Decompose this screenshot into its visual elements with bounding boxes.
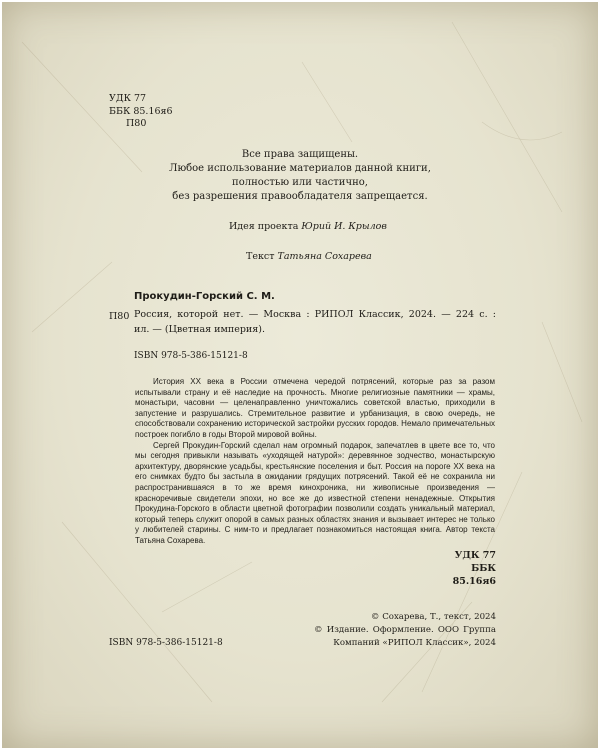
bib-line: Россия, которой нет. — Москва : РИПОЛ Классик, 2024. — 224 с. : (134, 309, 496, 320)
copyright-line: Компаний «РИПОЛ Классик», 2024 (333, 638, 496, 648)
isbn-bottom: ISBN 978-5-386-15121-8 (109, 638, 223, 648)
copyright-line: © Издание. Оформление. ООО Группа (314, 625, 496, 635)
classification-block (109, 93, 173, 131)
rights-line: полностью или частично, (232, 177, 368, 188)
author-mark: П80 (126, 118, 147, 129)
copyright-page (2, 2, 598, 748)
text-label: Текст (246, 251, 275, 262)
annotation (135, 377, 495, 547)
rights-line: без разрешения правообладателя запрещается. (172, 191, 428, 202)
paper-texture (2, 2, 598, 748)
rights-notice (2, 148, 598, 204)
bib-author-mark: П80 (109, 311, 130, 322)
udk-code: УДК 77 (109, 93, 147, 104)
copyright-block (314, 611, 496, 650)
idea-label: Идея проекта (229, 221, 299, 232)
idea-person: Юрий И. Крылов (301, 221, 387, 232)
bibliographic-description (134, 307, 496, 337)
idea-credit (229, 221, 387, 233)
annotation-paragraph: Сергей Прокудин-Горский сделал нам огромный подарок, запечатлев в цвете все то, что мы сегодня привыкли называть «уходящей натурой»: деревянное зодчество, монастырскую архитектуру, дворянские усадьбы, крестьянские поселения и быт. Россия на пороге XX века на его снимках будто бы застыла в ожидании грядущих потрясений. Такой её не сохранила ни распространившаяся в то же время кинохроника, ни живописные произведения — красноречивые свидетели эпохи, но все же до известной степени ненадежные. Открытия Прокудина-Горского в области цветной фотографии позволили создать уникальный материал, который теперь служит опорой в самых разных областях знания и вызывает интерес не только у любителей старины. С ним-то и предлагает познакомиться настоящая книга. Автор текста Татьяна Сохарева. (135, 440, 495, 545)
rights-line: Все права защищены. (241, 149, 359, 160)
text-credit (246, 251, 372, 263)
classification-repeat (438, 549, 496, 588)
rights-line: Любое использование материалов данной книги, (169, 163, 431, 174)
isbn: ISBN 978-5-386-15121-8 (134, 351, 248, 361)
annotation-paragraph: История XX века в России отмечена чередой потрясений, которые раз за разом испытывали страну и её наследие на прочность. Многие религиозные памятники — храмы, монастыри, часовни — целенаправленно уничтожались советской властью, приходили в запустение и разрушались. Стремительное развитие и урбанизация, в свою очередь, не способствовали сохранению исторической застройки русских городов. Немало примечательных построек погибло в годы Второй мировой войны. (135, 377, 495, 439)
text-person: Татьяна Сохарева (277, 251, 372, 262)
bib-line: ил. — (Цветная империя). (134, 324, 265, 335)
bbk-code: ББК 85.16я6 (452, 563, 496, 587)
bbk-code: ББК 85.16я6 (109, 105, 173, 117)
copyright-line: © Сохарева, Т., текст, 2024 (370, 612, 496, 622)
udk-code: УДК 77 (454, 550, 496, 561)
author-name: Прокудин-Горский С. М. (134, 291, 275, 302)
